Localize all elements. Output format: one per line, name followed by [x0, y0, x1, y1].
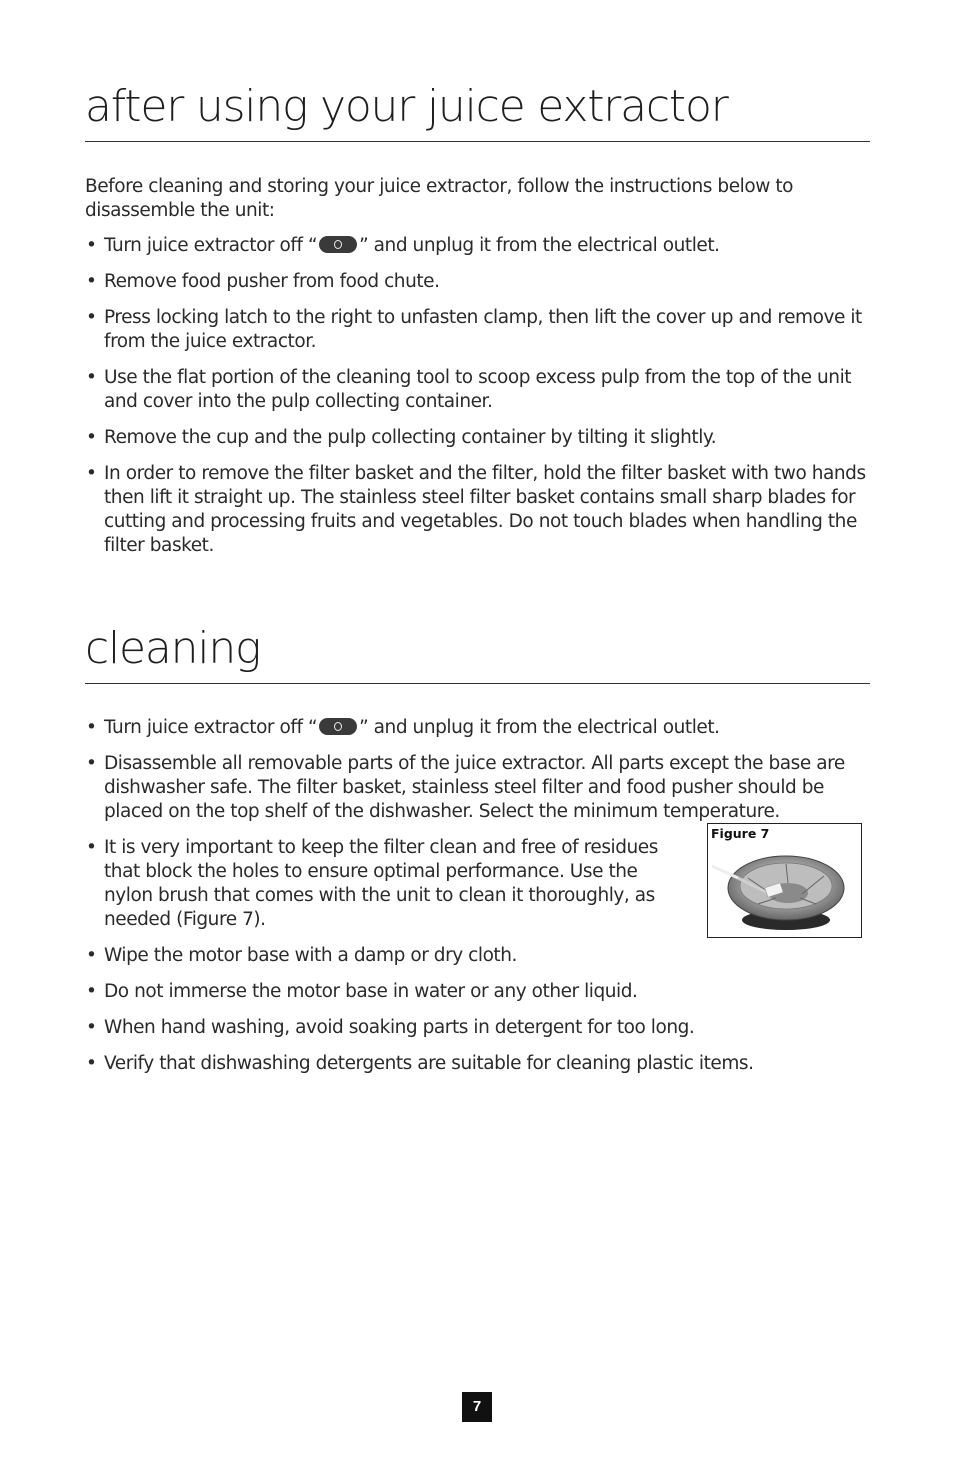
list-item: • Turn juice extractor off “ ” and unplug it from the electrical outlet. [85, 716, 870, 740]
power-off-button-icon [319, 718, 357, 735]
list-item: • Do not immerse the motor base in water or any other liquid. [85, 980, 870, 1004]
list-item: • Wipe the motor base with a damp or dry cloth. [85, 944, 870, 968]
filter-basket-illustration [708, 838, 860, 936]
section-title-cleaning: cleaning [85, 627, 870, 684]
list-item: • Disassemble all removable parts of the juice extractor. All parts except the base are dishwasher safe. The filter basket, stainless steel filter and food pusher should be placed on the top shelf of the dishwasher. Select the minimum temperature. [85, 752, 870, 824]
list-item: • When hand washing, avoid soaking parts in detergent for too long. [85, 1016, 870, 1040]
list-item: • It is very important to keep the filter clean and free of residues that block the holes to ensure optimal performance. Use the nylon brush that comes with the unit to clean it thoroughly, as needed (Figure 7). [85, 836, 674, 932]
section-title-after-using: after using your juice extractor [85, 85, 870, 142]
list-item: • Remove the cup and the pulp collecting container by tilting it slightly. [85, 426, 870, 450]
after-using-list [85, 234, 870, 570]
list-item: • Press locking latch to the right to unfasten clamp, then lift the cover up and remove it from the juice extractor. [85, 306, 870, 354]
power-off-button-icon [319, 236, 357, 253]
list-item: • Use the flat portion of the cleaning tool to scoop excess pulp from the top of the unit and cover into the pulp collecting container. [85, 366, 870, 414]
figure-label: Figure 7 [711, 826, 770, 841]
list-item: • Verify that dishwashing detergents are suitable for cleaning plastic items. [85, 1052, 870, 1076]
list-item: • Turn juice extractor off “ ” and unplug it from the electrical outlet. [85, 234, 870, 258]
list-item: • In order to remove the filter basket and the filter, hold the filter basket with two hands then lift it straight up. The stainless steel filter basket contains small sharp blades for cutting and processing fruits and vegetables. Do not touch blades when handling the filter basket. [85, 462, 870, 558]
list-item: • Remove food pusher from food chute. [85, 270, 870, 294]
intro-paragraph: Before cleaning and storing your juice extractor, follow the instructions below to disassemble the unit: [85, 176, 793, 221]
page-number: 7 [462, 1392, 492, 1422]
figure-7 [707, 823, 862, 938]
